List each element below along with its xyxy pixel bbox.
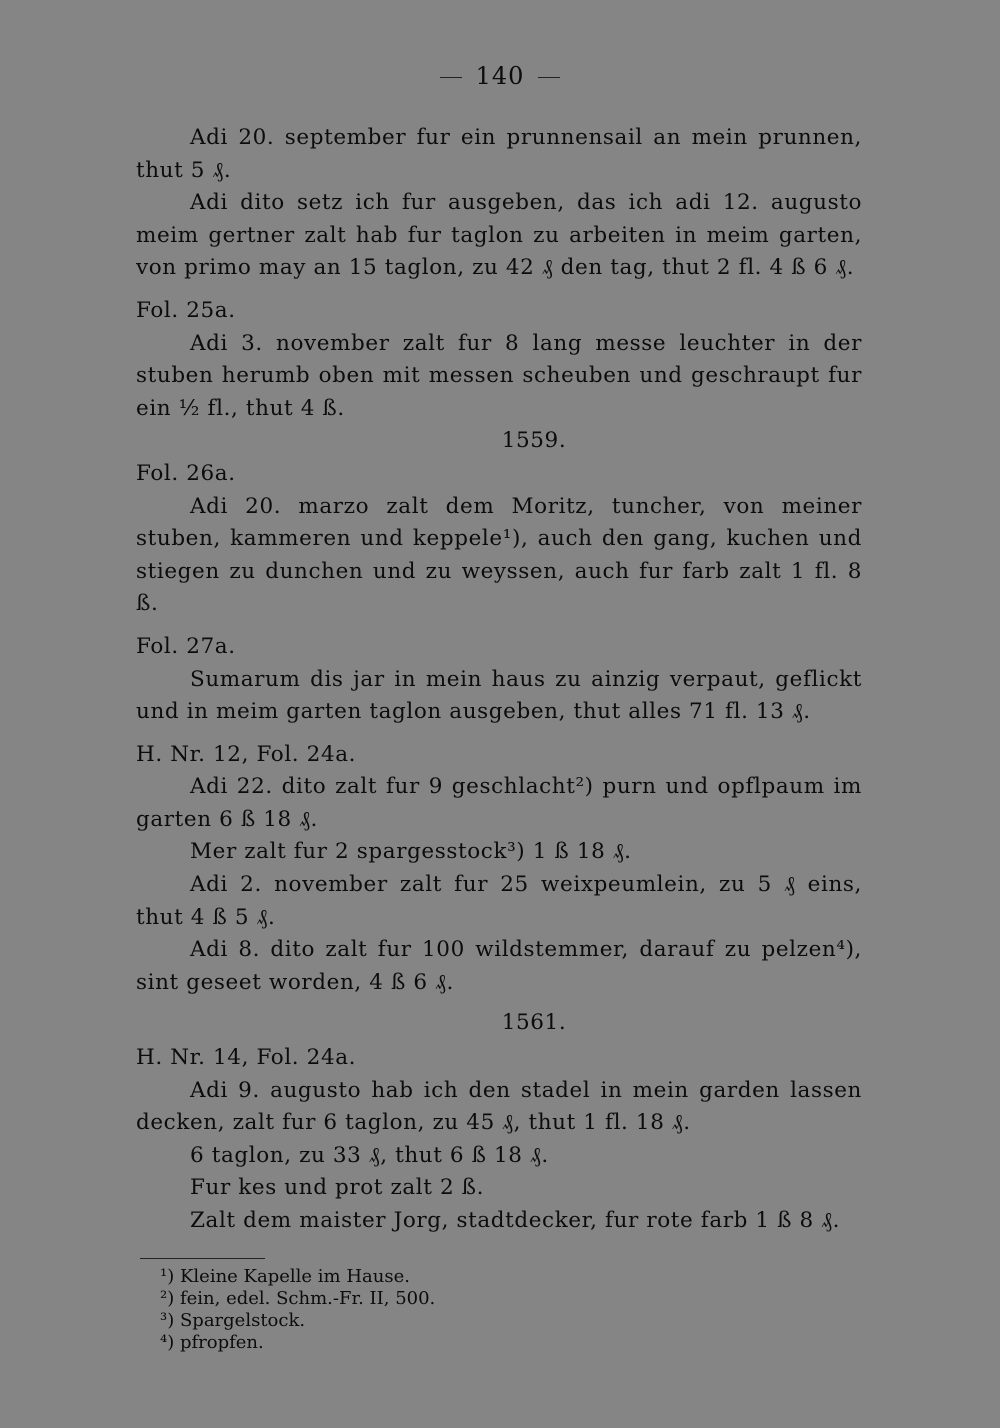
entry-paragraph: Adi 3. november zalt fur 8 lang messe leuchter in der stuben herumb oben mit messen scheuben und geschraupt fur ein ½ fl., thut 4 ß. (136, 330, 862, 421)
entry-paragraph: Zalt dem maister Jorg, stadtdecker, fur rote farb 1 ß 8 ₰. (190, 1208, 841, 1233)
entry-paragraph: Adi dito setz ich fur ausgeben, das ich adi 12. augusto meim gertner zalt hab fur taglon zu arbeiten in meim garten, von primo may an 15 taglon, zu 42 ₰ den tag, thut 2 fl. 4 ß 6 ₰. (136, 190, 862, 281)
entry-paragraph: 6 taglon, zu 33 ₰, thut 6 ß 18 ₰. (190, 1142, 549, 1168)
entry-paragraph: Adi 20. september fur ein prunnensail an mein prunnen, thut 5 ₰. (136, 125, 862, 183)
footnotes (160, 1266, 760, 1354)
entry-paragraph: Sumarum dis jar in mein haus zu ainzig verpaut, geflickt und in meim garten taglon ausgeben, thut alles 71 fl. 13 ₰. (136, 666, 862, 725)
dash-right (538, 77, 560, 78)
entry-paragraph: Adi 9. augusto hab ich den stadel in mein garden lassen decken, zalt fur 6 taglon, zu 45 ₰, thut 1 fl. 18 ₰. (136, 1077, 862, 1136)
dash-left (440, 77, 462, 78)
footnote: ²) fein, edel. Schm.-Fr. II, 500. (160, 1288, 436, 1309)
footnote: ⁴) pfropfen. (160, 1332, 264, 1353)
page-number: 140 (475, 62, 525, 90)
entry-paragraph: Adi 22. dito zalt fur 9 geschlacht²) purn und opflpaum im garten 6 ß 18 ₰. (136, 774, 862, 832)
footnote: ³) Spargelstock. (160, 1310, 306, 1331)
page-body (136, 122, 862, 1238)
entry-paragraph: Fur kes und prot zalt 2 ß. (190, 1175, 485, 1201)
entry-paragraph: Adi 20. marzo zalt dem Moritz, tuncher, von meiner stuben, kammeren und keppele¹), auch den gang, kuchen und stiegen zu dunchen und zu weyssen, auch fur farb zalt 1 fl. 8 ß. (136, 493, 862, 617)
folio-heading: H. Nr. 12, Fol. 24a. (136, 741, 357, 767)
footnote: ¹) Kleine Kapelle im Hause. (160, 1266, 410, 1287)
page-number-line (0, 62, 1000, 90)
year-heading: 1561. (501, 1010, 567, 1036)
folio-heading: H. Nr. 14, Fol. 24a. (136, 1045, 357, 1071)
footnote-rule (140, 1258, 265, 1259)
entry-paragraph: Adi 2. november zalt fur 25 weixpeumlein, zu 5 ₰ eins, thut 4 ß 5 ₰. (136, 872, 862, 930)
folio-heading: Fol. 26a. (136, 460, 236, 486)
folio-heading: Fol. 27a. (136, 633, 236, 659)
year-heading: 1559. (501, 428, 567, 454)
entry-paragraph: Mer zalt fur 2 spargesstock³) 1 ß 18 ₰. (190, 839, 632, 865)
folio-heading: Fol. 25a. (136, 297, 236, 323)
entry-paragraph: Adi 8. dito zalt fur 100 wildstemmer, darauf zu pelzen⁴), sint geseet worden, 4 ß 6 ₰. (136, 937, 862, 995)
